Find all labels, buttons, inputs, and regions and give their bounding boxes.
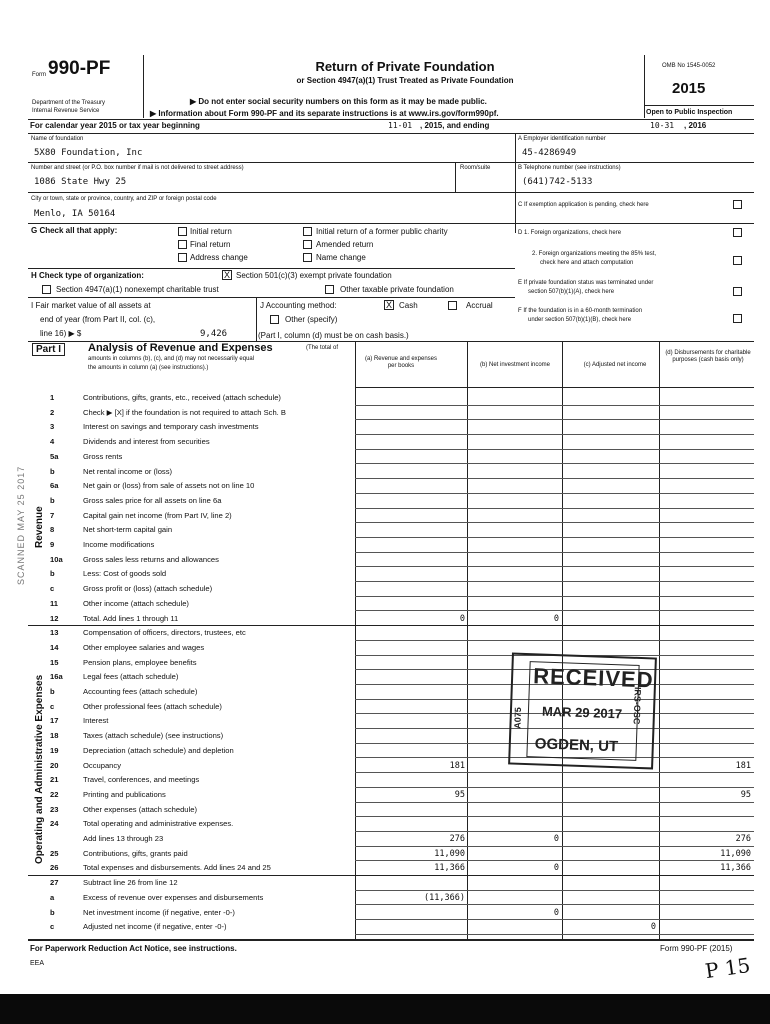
phone-label: B Telephone number (see instructions) — [518, 165, 621, 171]
amount-col-a[interactable]: 276 — [449, 834, 465, 844]
col-a-header: (a) Revenue and expenses per books — [364, 356, 438, 369]
line-number: 21 — [50, 775, 59, 785]
line-number: 27 — [50, 878, 59, 888]
line-row — [28, 803, 754, 818]
line-number: b — [50, 907, 55, 917]
line-description: Printing and publications — [83, 789, 166, 799]
line-row — [28, 641, 754, 656]
e-checkbox[interactable] — [733, 287, 742, 296]
g-initial-return: Initial return — [190, 227, 232, 236]
amount-col-d[interactable]: 181 — [735, 760, 751, 771]
g-name-change: Name change — [316, 253, 366, 262]
line-description: Travel, conferences, and meetings — [83, 775, 200, 785]
line-description: Interest — [83, 716, 109, 726]
f-checkbox[interactable] — [733, 314, 742, 323]
line-number: 19 — [50, 745, 59, 755]
amount-col-d[interactable]: 11,090 — [720, 848, 751, 859]
line-number: 7 — [50, 510, 55, 520]
other-method-checkbox[interactable] — [270, 315, 279, 324]
part1-tag: Part I — [32, 343, 65, 356]
line-description: Contributions, gifts, grants, etc., received (attach schedule) — [83, 393, 281, 402]
stamp-received: RECEIVED — [532, 663, 655, 693]
line-description: Gross rents — [83, 451, 123, 461]
line-description: Interest on savings and temporary cash investments — [83, 422, 259, 432]
h-501c3-checkbox[interactable]: X — [223, 270, 230, 280]
cash-label: Cash — [399, 301, 418, 310]
i-label-2: end of year (from Part II, col. (c), — [40, 315, 156, 324]
amount-col-d[interactable]: 95 — [740, 789, 751, 800]
line-row — [28, 391, 754, 406]
cash-checkbox[interactable]: X — [385, 300, 392, 310]
line-number: c — [50, 922, 55, 932]
omb-number: OMB No 1545-0052 — [662, 63, 716, 69]
j-label: J Accounting method: — [260, 301, 337, 310]
line-row — [28, 847, 754, 862]
ein-value: 45-4286949 — [522, 148, 577, 158]
f-label-2: under section 507(b)(1)(B), check here — [528, 317, 632, 323]
line-description: Net short-term capital gain — [83, 525, 173, 535]
line-number: 11 — [50, 598, 59, 608]
line-row — [28, 509, 754, 524]
col-d-header: (d) Disbursements for charitable purposes (cash basis only) — [665, 350, 751, 363]
line-row — [28, 494, 754, 509]
amount-col-a[interactable]: 11,366 — [434, 863, 465, 874]
accrual-label: Accrual — [466, 301, 493, 310]
stamp-right-code: IRS-OSC — [631, 686, 643, 725]
line-number: 9 — [50, 540, 55, 549]
line-number: 14 — [50, 642, 59, 652]
line-description: Add lines 13 through 23 — [83, 834, 164, 843]
amount-col-d[interactable]: 276 — [735, 834, 751, 844]
line-number: 18 — [50, 731, 59, 741]
line-description: Depreciation (attach schedule) and depletion — [83, 745, 234, 755]
line-number: 1 — [50, 393, 55, 402]
line-number: a — [50, 892, 55, 902]
line-row — [28, 788, 754, 803]
cash-basis-note: (Part I, column (d) must be on cash basis.) — [258, 331, 409, 340]
form-subtitle: or Section 4947(a)(1) Trust Treated as Private Foundation — [296, 76, 514, 85]
line-description: Pension plans, employee benefits — [83, 657, 197, 667]
calendar-end-year: , 2016 — [684, 121, 707, 130]
calendar-end: 10-31 — [650, 121, 675, 130]
line-number: 4 — [50, 437, 55, 447]
col-c-header: (c) Adjusted net income — [583, 362, 647, 368]
d2-label-2: check here and attach computation — [540, 260, 634, 266]
line-row — [28, 420, 754, 435]
line-number: 6a — [50, 481, 59, 491]
accrual-checkbox[interactable] — [448, 301, 457, 310]
section-separator — [28, 625, 754, 626]
amount-col-d[interactable]: 11,366 — [720, 863, 751, 874]
amount-col-a[interactable]: 181 — [449, 760, 465, 771]
col-b-header: (b) Net investment income — [479, 362, 551, 368]
line-number: 22 — [50, 789, 59, 799]
line-description: Less: Cost of goods sold — [83, 569, 167, 579]
e-label-2: section 507(b)(1)(A), check here — [528, 289, 615, 295]
g-address-change: Address change — [190, 253, 248, 262]
amount-col-a[interactable]: (11,366) — [424, 892, 465, 903]
form-number: 990-PF — [48, 58, 111, 79]
line-number: b — [50, 466, 55, 476]
line-description: Compensation of officers, directors, trustees, etc — [83, 628, 246, 638]
line-number: b — [50, 495, 55, 505]
line-row — [28, 891, 754, 906]
f-label-1: F If the foundation is in a 60-month termination — [518, 308, 643, 314]
line-description: Other expenses (attach schedule) — [83, 804, 197, 814]
part1-desc-3: the amounts in column (a) (see instructions).) — [88, 365, 209, 371]
stamp-date: MAR 29 2017 — [541, 703, 623, 722]
line-row — [28, 861, 754, 876]
line-description: Net rental income or (loss) — [83, 466, 173, 476]
line-row — [28, 597, 754, 612]
g-label: G Check all that apply: — [31, 226, 118, 235]
h-label: H Check type of organization: — [31, 271, 144, 280]
row-rule — [355, 934, 754, 935]
amount-col-a[interactable]: 11,090 — [434, 848, 465, 859]
c-label: C If exemption application is pending, check here — [518, 202, 649, 208]
amount-col-a[interactable]: 95 — [454, 789, 465, 800]
g-final-return-checkbox[interactable] — [178, 240, 187, 249]
h-other-checkbox[interactable] — [325, 285, 334, 294]
line-description: Dividends and interest from securities — [83, 437, 210, 447]
line-description: Other professional fees (attach schedule) — [83, 701, 222, 711]
amount-col-b[interactable]: 0 — [553, 863, 559, 874]
expenses-side-label: Operating and Administrative Expenses — [34, 674, 45, 864]
line-row — [28, 876, 754, 891]
line-row — [28, 626, 754, 641]
part1-title: Analysis of Revenue and Expenses — [88, 342, 273, 354]
line-description: Gross sales less returns and allowances — [83, 554, 219, 564]
line-row — [28, 906, 754, 921]
line-description: Net investment income (if negative, enter -0-) — [83, 907, 235, 917]
calendar-label: For calendar year 2015 or tax year beginning — [30, 121, 200, 130]
line-row — [28, 450, 754, 465]
line-row — [28, 465, 754, 480]
g-amended-checkbox[interactable] — [303, 240, 312, 249]
fmv-value: 9,426 — [200, 329, 228, 339]
i-label-3: line 16) ▶ $ — [40, 329, 82, 338]
line-number: 26 — [50, 863, 59, 873]
stamp-left-code: A075 — [512, 707, 524, 729]
line-row — [28, 612, 754, 627]
line-number: 16a — [50, 672, 63, 682]
street-address: 1086 State Hwy 25 — [34, 177, 127, 187]
g-initial-return-checkbox[interactable] — [178, 227, 187, 236]
line-description: Legal fees (attach schedule) — [83, 672, 179, 682]
line-row — [28, 553, 754, 568]
other-method-label: Other (specify) — [285, 315, 338, 324]
city-address: Menlo, IA 50164 — [34, 209, 116, 219]
line-description: Net gain or (loss) from sale of assets not on line 10 — [83, 481, 255, 491]
h-4947-checkbox[interactable] — [42, 285, 51, 294]
g-former-public: Initial return of a former public charity — [316, 227, 448, 236]
line-number: 10a — [50, 554, 63, 564]
info-link[interactable]: ▶ Information about Form 990-PF and its separate instructions is at www.irs.gov/form990pf. — [150, 109, 499, 118]
foundation-name: 5X80 Foundation, Inc — [34, 148, 143, 158]
name-label: Name of foundation — [31, 136, 84, 142]
open-inspection: Open to Public Inspection — [646, 109, 733, 116]
line-description: Total expenses and disbursements. Add lines 24 and 25 — [83, 863, 271, 873]
line-description: Subtract line 26 from line 12 — [83, 878, 178, 888]
section-separator — [28, 875, 754, 876]
c-checkbox[interactable] — [733, 200, 742, 209]
form-word: Form — [32, 72, 46, 78]
line-row — [28, 582, 754, 597]
received-stamp — [508, 653, 657, 770]
line-number: 25 — [50, 848, 59, 858]
g-former-public-checkbox[interactable] — [303, 227, 312, 236]
scan-bottom-bar — [0, 994, 770, 1024]
line-description: Check ▶ [X] if the foundation is not required to attach Sch. B — [83, 407, 286, 417]
part1-desc-2: amounts in columns (b), (c), and (d) may not necessarily equal — [88, 356, 255, 362]
irs-service: Internal Revenue Service — [32, 108, 100, 114]
line-row — [28, 523, 754, 538]
line-row — [28, 817, 754, 832]
calendar-begin: 11-01 — [388, 121, 413, 130]
d1-checkbox[interactable] — [733, 228, 742, 237]
calendar-mid: , 2015, and ending — [420, 121, 490, 130]
line-description: Total. Add lines 1 through 11 — [83, 613, 179, 623]
line-description: Occupancy — [83, 760, 121, 770]
stamp-city: OGDEN, UT — [534, 735, 619, 756]
h-501c3: Section 501(c)(3) exempt private foundation — [236, 271, 392, 280]
line-description: Accounting fees (attach schedule) — [83, 687, 198, 696]
line-description: Contributions, gifts, grants paid — [83, 848, 188, 858]
g-address-change-checkbox[interactable] — [178, 253, 187, 262]
revenue-side-label: Revenue — [34, 506, 45, 548]
line-number: 24 — [50, 819, 59, 829]
line-description: Other income (attach schedule) — [83, 598, 189, 608]
line-description: Gross sales price for all assets on line 6a — [83, 495, 222, 505]
line-description: Excess of revenue over expenses and disbursements — [83, 892, 264, 902]
amount-col-b[interactable]: 0 — [553, 613, 559, 624]
line-number: 12 — [50, 613, 59, 623]
d2-label-1: 2. Foreign organizations meeting the 85% test, — [532, 251, 657, 257]
line-row — [28, 773, 754, 788]
line-number: 15 — [50, 657, 59, 667]
scan-side-mark: SCANNED MAY 25 2017 — [16, 465, 26, 585]
form-footer-ref: Form 990-PF (2015) — [660, 944, 733, 953]
g-amended-return: Amended return — [316, 240, 374, 249]
line-number: 13 — [50, 628, 59, 638]
dept-treasury: Department of the Treasury — [32, 100, 106, 106]
amount-col-a[interactable]: 0 — [459, 613, 465, 624]
amount-col-b[interactable]: 0 — [553, 834, 559, 844]
form-title: Return of Private Foundation — [315, 59, 495, 74]
line-number: 17 — [50, 716, 59, 726]
line-row — [28, 538, 754, 553]
line-row — [28, 406, 754, 421]
phone-value: (641)742-5133 — [522, 177, 593, 187]
line-description: Other employee salaries and wages — [83, 642, 205, 652]
line-row — [28, 832, 754, 847]
line-row — [28, 920, 754, 935]
e-label-1: E If private foundation status was terminated under — [518, 280, 654, 286]
g-name-change-checkbox[interactable] — [303, 253, 312, 262]
line-row — [28, 567, 754, 582]
city-label: City or town, state or province, country, and ZIP or foreign postal code — [31, 196, 217, 202]
line-description: Capital gain net income (from Part IV, line 2) — [83, 510, 232, 520]
line-number: c — [50, 701, 55, 711]
i-label-1: I Fair market value of all assets at — [31, 301, 151, 310]
line-number: 20 — [50, 760, 59, 770]
line-number: 23 — [50, 804, 59, 814]
line-description: Total operating and administrative expenses. — [83, 819, 234, 829]
ssn-warning: ▶ Do not enter social security numbers on this form as it may be made public. — [190, 97, 487, 106]
line-number: c — [50, 584, 55, 594]
h-4947: Section 4947(a)(1) nonexempt charitable trust — [56, 285, 219, 294]
room-label: Room/suite — [460, 165, 491, 171]
d2-checkbox[interactable] — [733, 256, 742, 265]
g-final-return: Final return — [190, 240, 231, 249]
amount-col-b[interactable]: 0 — [553, 907, 559, 918]
street-label: Number and street (or P.O. box number if mail is not delivered to street address) — [31, 165, 244, 171]
line-row — [28, 435, 754, 450]
line-number: 3 — [50, 422, 55, 432]
line-number: 8 — [50, 525, 55, 535]
line-number: b — [50, 687, 55, 696]
line-description: Adjusted net income (if negative, enter -0-) — [83, 922, 227, 932]
line-number: 5a — [50, 451, 59, 461]
part1-desc-1: (The total of — [306, 345, 339, 351]
paperwork-notice: For Paperwork Reduction Act Notice, see instructions. — [30, 944, 237, 953]
h-other: Other taxable private foundation — [340, 285, 454, 294]
ein-label: A Employer identification number — [518, 136, 606, 142]
line-description: Income modifications — [83, 540, 155, 549]
eea-label: EEA — [30, 960, 45, 967]
amount-col-c[interactable]: 0 — [650, 922, 656, 933]
line-row — [28, 479, 754, 494]
tax-year: 2015 — [672, 80, 706, 97]
line-number: 2 — [50, 407, 55, 417]
line-description: Gross profit or (loss) (attach schedule) — [83, 584, 213, 594]
handwritten-page-number: P 15 — [703, 952, 752, 984]
d1-label: D 1. Foreign organizations, check here — [518, 230, 622, 236]
line-description: Taxes (attach schedule) (see instructions) — [83, 731, 224, 741]
line-number: b — [50, 569, 55, 579]
